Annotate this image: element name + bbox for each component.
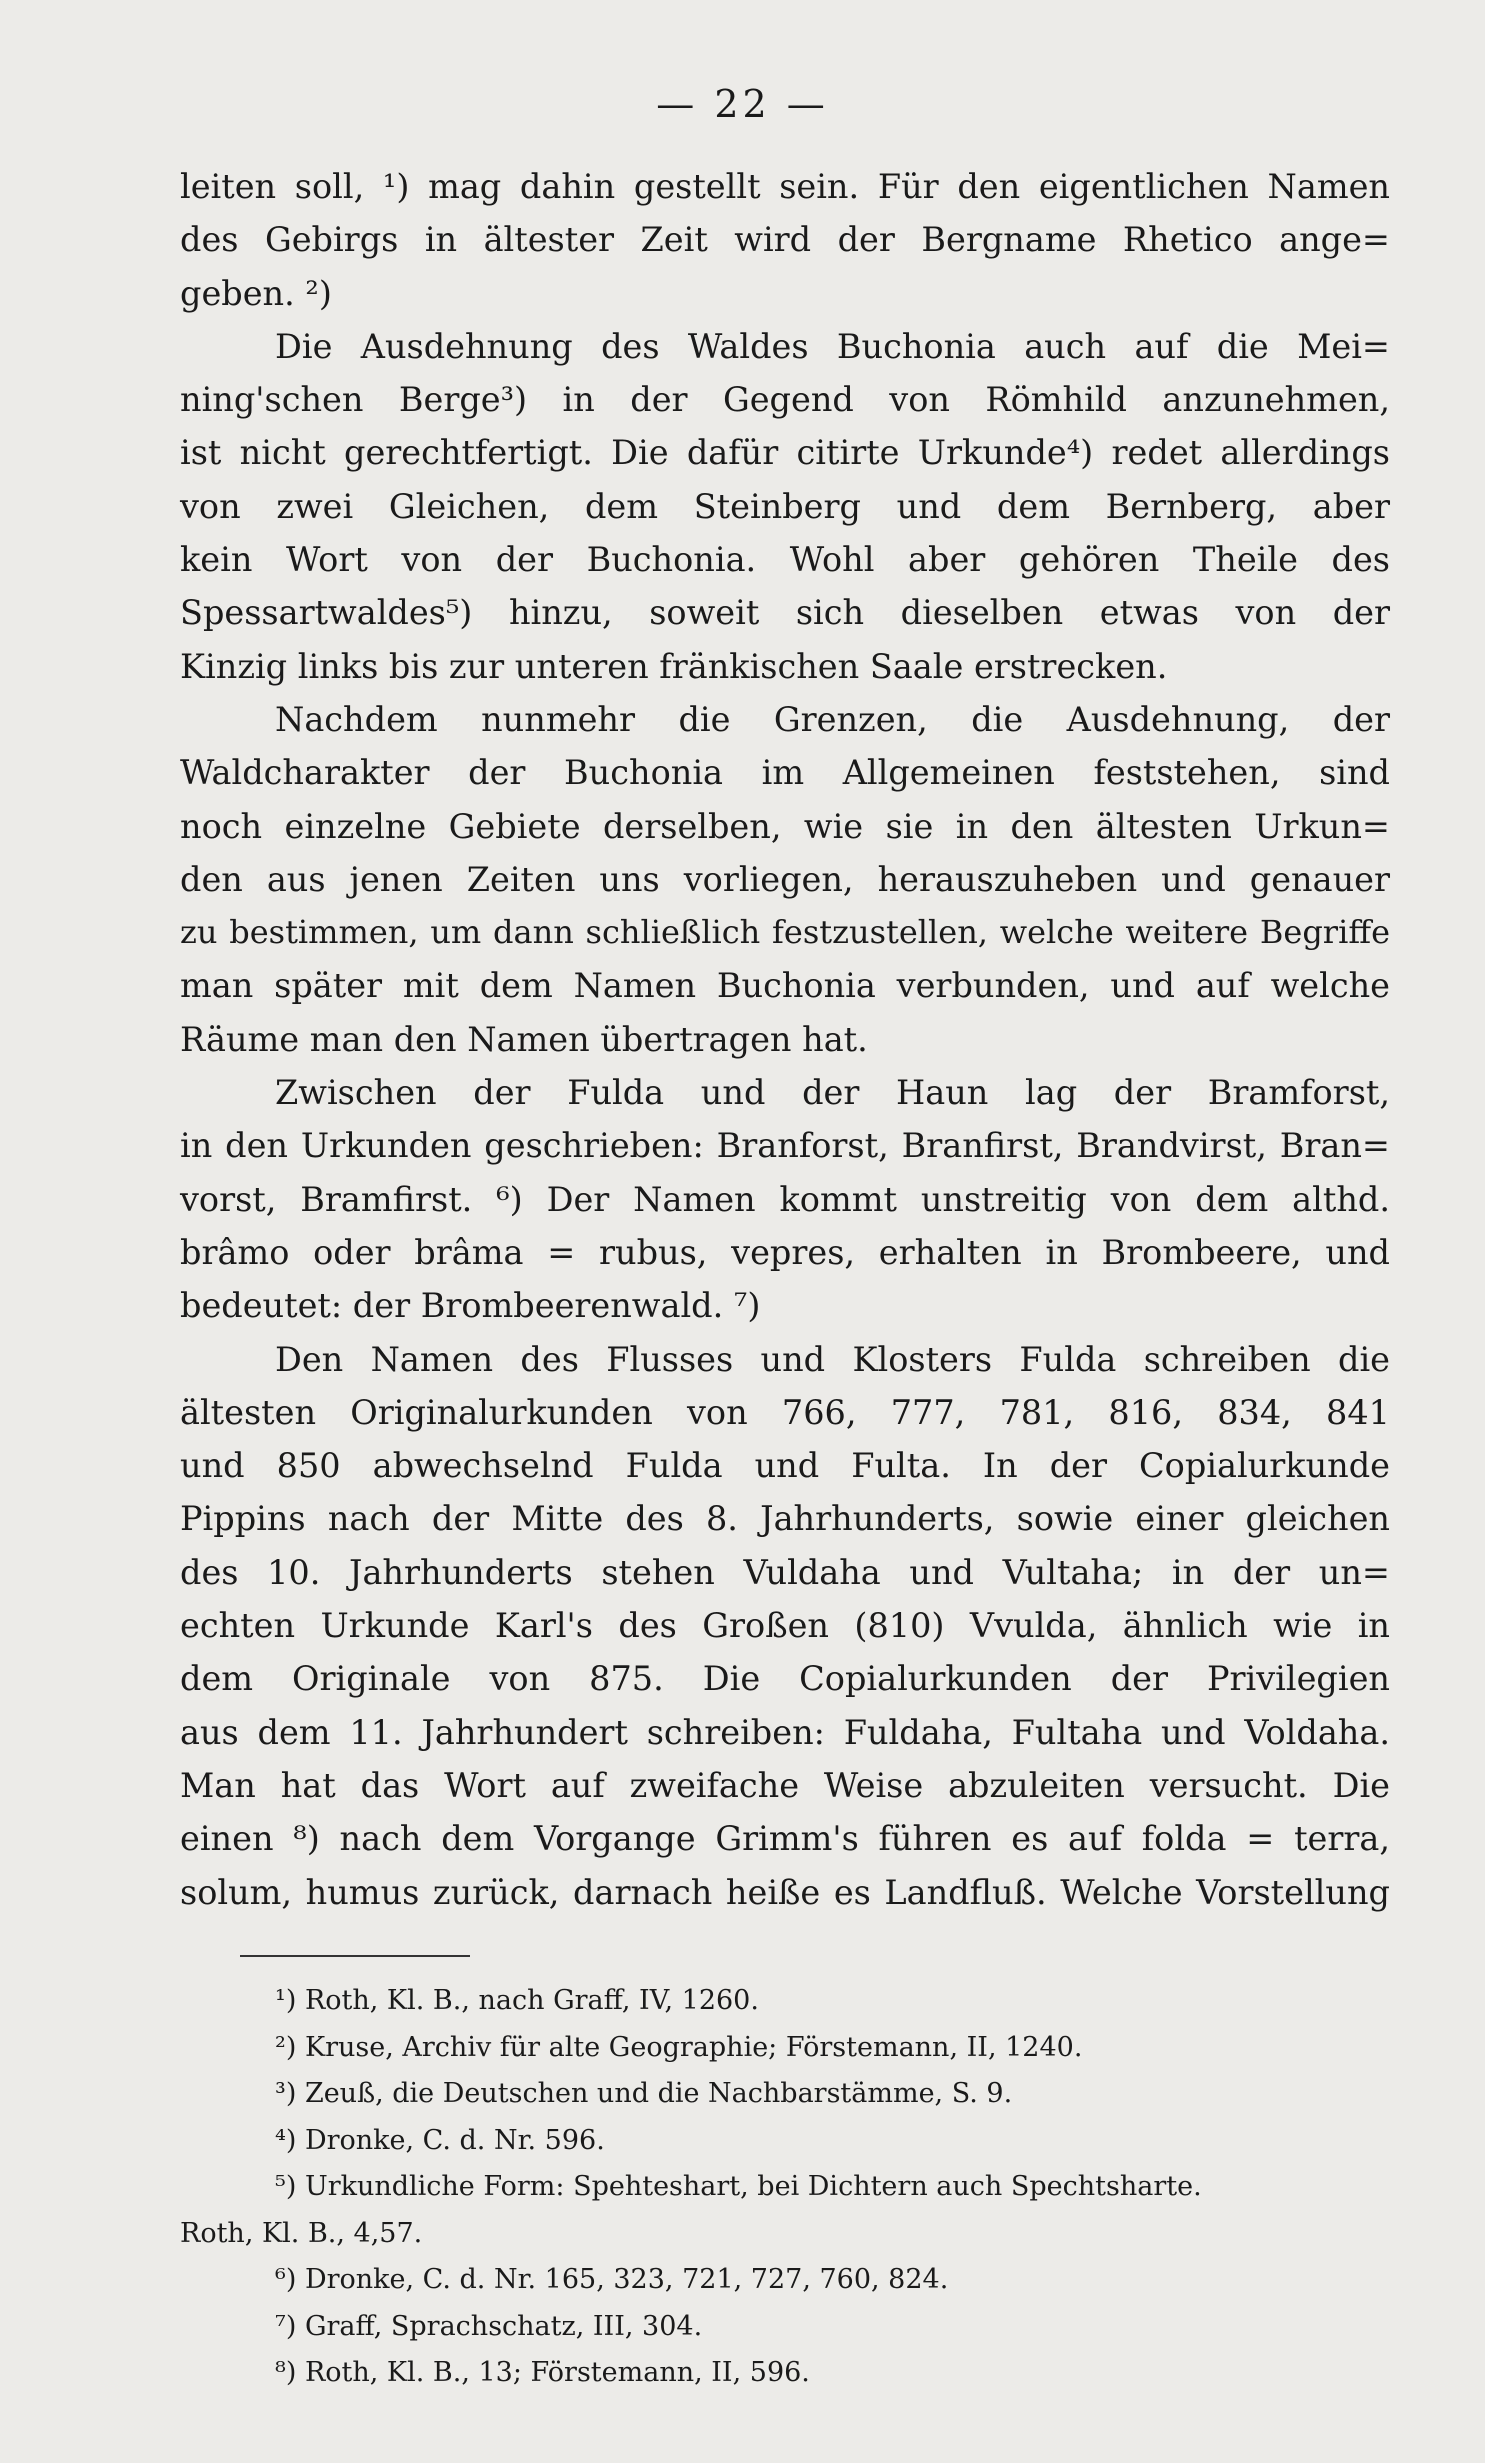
text-line: Pippins nach der Mitte des 8. Jahrhunderts, sowie einer gleichen [180,1499,1390,1539]
footnote: ⁵) Urkundliche Form: Spehteshart, bei Dichtern auch Spechtsharte. [275,2171,1202,2202]
text-line: und 850 abwechselnd Fulda und Fulta. In der Copialurkunde [180,1446,1390,1486]
footnote: ⁷) Graff, Sprachschatz, III, 304. [275,2310,703,2342]
footnote-divider [240,1955,470,1957]
text-line: ist nicht gerechtfertigt. Die dafür citirte Urkunde⁴) redet allerdings [180,433,1390,473]
text-line: Waldcharakter der Buchonia im Allgemeinen feststehen, sind [180,753,1390,793]
footnote: ⁸) Roth, Kl. B., 13; Förstemann, II, 596. [275,2357,810,2388]
text-line: dem Originale von 875. Die Copialurkunden der Privilegien [180,1659,1390,1699]
text-line: noch einzelne Gebiete derselben, wie sie in den ältesten Urkun= [180,806,1390,846]
footnote: ¹) Roth, Kl. B., nach Graff, IV, 1260. [275,1985,759,2016]
text-line: Nachdem nunmehr die Grenzen, die Ausdehnung, der [275,699,1390,739]
text-line: zu bestimmen, um dann schließlich festzustellen, welche weitere Begriffe [180,913,1390,952]
text-line: aus dem 11. Jahrhundert schreiben: Fuldaha, Fultaha und Voldaha. [180,1712,1390,1752]
text-line: leiten soll, ¹) mag dahin gestellt sein. Für den eigentlichen Namen [180,167,1390,206]
text-line: geben. ²) [180,273,332,313]
body-text [180,160,1390,1919]
footnote: ⁶) Dronke, C. d. Nr. 165, 323, 721, 727, 760, 824. [275,2264,949,2295]
text-line: den aus jenen Zeiten uns vorliegen, herauszuheben und genauer [180,859,1390,899]
page-number: — 22 — [656,82,829,126]
footnote: ²) Kruse, Archiv für alte Geographie; Förstemann, II, 1240. [275,2031,1083,2063]
text-line: des 10. Jahrhunderts stehen Vuldaha und Vultaha; in der un= [180,1552,1390,1592]
text-line: man später mit dem Namen Buchonia verbunden, und auf welche [180,966,1390,1006]
text-line: Den Namen des Flusses und Klosters Fulda schreiben die [275,1339,1390,1379]
text-line: bedeutet: der Brombeerenwald. ⁷) [180,1286,761,1326]
text-line: von zwei Gleichen, dem Steinberg und dem Bernberg, aber [180,486,1390,526]
text-line: solum, humus zurück, darnach heiße es Landfluß. Welche Vorstellung [180,1872,1390,1912]
text-line: einen ⁸) nach dem Vorgange Grimm's führen es auf folda = terra, [180,1819,1390,1859]
text-line: vorst, Bramfirst. ⁶) Der Namen kommt unstreitig von dem althd. [180,1179,1390,1219]
text-line: Man hat das Wort auf zweifache Weise abzuleiten versucht. Die [180,1765,1390,1805]
text-line: in den Urkunden geschrieben: Branforst, Branfirst, Brandvirst, Bran= [180,1126,1390,1166]
text-line: ältesten Originalurkunden von 766, 777, 781, 816, 834, 841 [180,1392,1390,1432]
footnote: ³) Zeuß, die Deutschen und die Nachbarstämme, S. 9. [275,2078,1013,2109]
text-line: Kinzig links bis zur unteren fränkischen Saale erstrecken. [180,646,1168,686]
text-line: Spessartwaldes⁵) hinzu, soweit sich dieselben etwas von der [180,593,1390,633]
text-line: Die Ausdehnung des Waldes Buchonia auch auf die Mei= [275,326,1390,366]
text-line: Zwischen der Fulda und der Haun lag der Bramforst, [275,1073,1390,1113]
footnote-continuation: Roth, Kl. B., 4,57. [180,2217,423,2249]
footnote: ⁴) Dronke, C. d. Nr. 596. [275,2124,605,2156]
text-line: kein Wort von der Buchonia. Wohl aber gehören Theile des [180,540,1390,580]
footnotes [180,1978,1390,2397]
text-line: des Gebirgs in ältester Zeit wird der Bergname Rhetico ange= [180,220,1390,260]
text-line: ning'schen Berge³) in der Gegend von Römhild anzunehmen, [180,380,1390,420]
text-line: Räume man den Namen übertragen hat. [180,1019,868,1059]
text-line: echten Urkunde Karl's des Großen (810) Vvulda, ähnlich wie in [180,1606,1390,1646]
text-line: brâmo oder brâma = rubus, vepres, erhalten in Brombeere, und [180,1232,1390,1272]
